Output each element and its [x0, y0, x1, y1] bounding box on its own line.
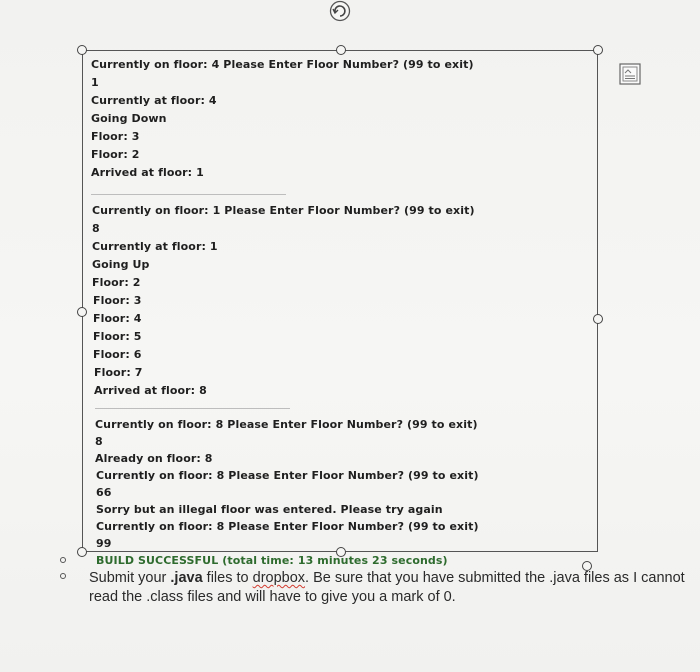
console-line: Currently on floor: 8 Please Enter Floor Number? (99 to exit) [96, 469, 479, 482]
console-line: 66 [96, 486, 112, 499]
console-line: Going Up [92, 258, 150, 271]
image-icon[interactable] [619, 63, 641, 85]
console-line: Currently at floor: 1 [92, 240, 218, 253]
instruction-ext: .java [170, 570, 203, 586]
console-line: 8 [92, 222, 100, 235]
instruction-part: files to [202, 570, 253, 586]
dropbox-word: dropbox [252, 570, 306, 586]
console-line: Arrived at floor: 8 [94, 384, 207, 397]
resize-handle-top-center[interactable] [336, 45, 346, 55]
console-line: Floor: 2 [92, 276, 141, 289]
console-line: Floor: 7 [94, 366, 143, 379]
console-line: Floor: 4 [93, 312, 142, 325]
console-line: Floor: 3 [93, 294, 142, 307]
console-line: Going Down [91, 112, 167, 125]
separator [95, 408, 290, 409]
resize-handle-top-right[interactable] [593, 45, 603, 55]
console-line: Sorry but an illegal floor was entered. Please try again [96, 503, 443, 516]
resize-handle-top-left[interactable] [77, 45, 87, 55]
instruction-text [89, 569, 689, 607]
console-line: Floor: 3 [91, 130, 140, 143]
console-line: 1 [91, 76, 99, 89]
console-line: Floor: 6 [93, 348, 142, 361]
console-line: 8 [95, 435, 103, 448]
console-line: Currently on floor: 8 Please Enter Floor Number? (99 to exit) [95, 418, 478, 431]
console-line: Currently at floor: 4 [91, 94, 217, 107]
console-line: Currently on floor: 1 Please Enter Floor Number? (99 to exit) [92, 204, 475, 217]
console-line: 99 [96, 537, 112, 550]
bullet-icon [60, 557, 66, 563]
console-line: Already on floor: 8 [95, 452, 213, 465]
console-line: Floor: 2 [91, 148, 140, 161]
resize-handle-middle-right[interactable] [593, 314, 603, 324]
console-line: Arrived at floor: 1 [91, 166, 204, 179]
resize-handle-middle-left[interactable] [77, 307, 87, 317]
instruction-part: Submit your [89, 570, 171, 586]
instruction-part: . Be sure that you have submitted the .java files as I cannot read the .class files and will have to give you a mark of 0. [89, 570, 685, 605]
console-line: Currently on floor: 4 Please Enter Floor Number? (99 to exit) [91, 58, 474, 71]
console-line: Floor: 5 [93, 330, 142, 343]
resize-handle-bottom-left[interactable] [77, 547, 87, 557]
rotate-handle-icon[interactable] [326, 0, 354, 22]
build-status: BUILD SUCCESSFUL (total time: 13 minutes 23 seconds) [96, 554, 448, 567]
separator [91, 194, 286, 195]
console-line: Currently on floor: 8 Please Enter Floor Number? (99 to exit) [96, 520, 479, 533]
bullet-icon [60, 573, 66, 579]
